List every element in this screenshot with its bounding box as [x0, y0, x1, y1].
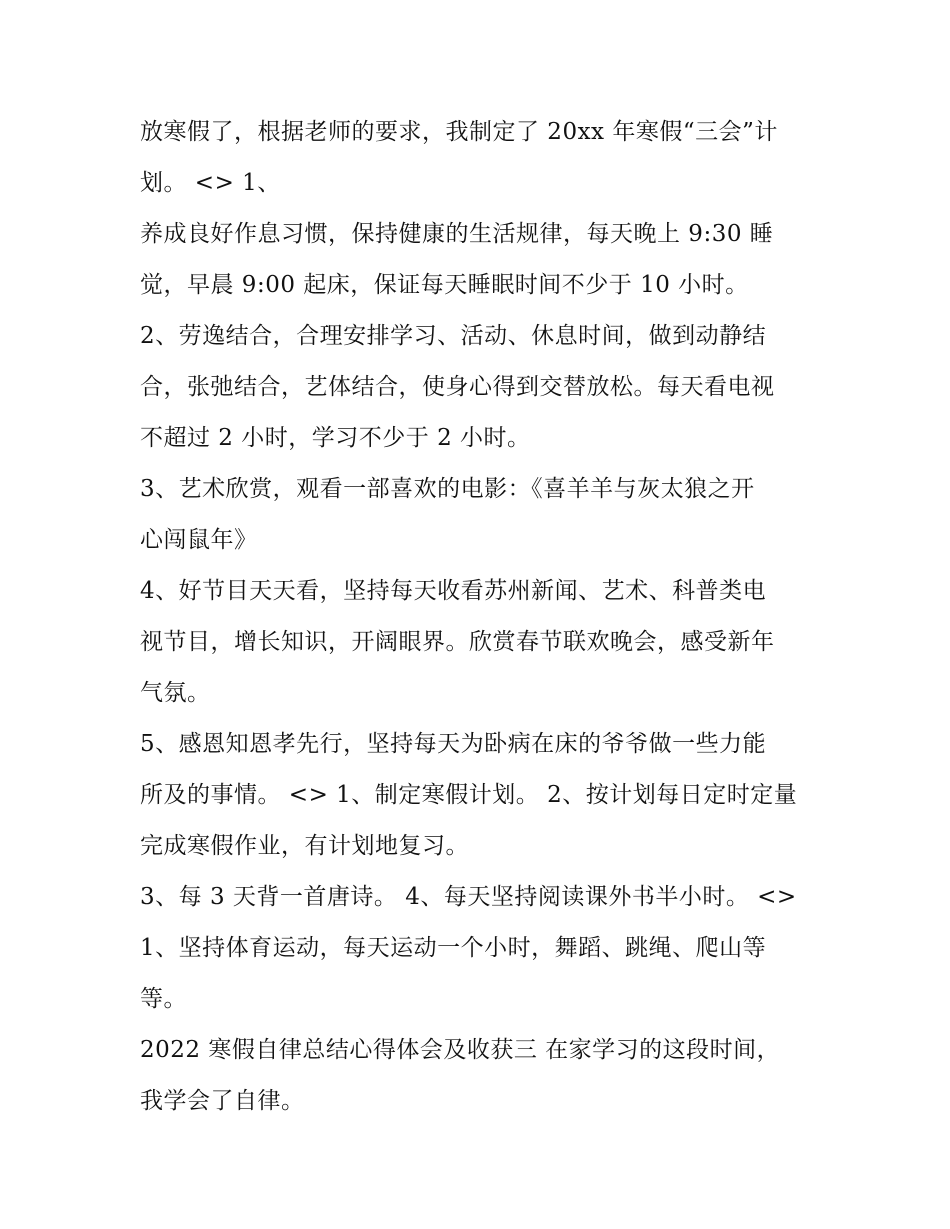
- text-line: 划。 <> 1、: [140, 170, 281, 196]
- text-line: 心闯鼠年》: [140, 527, 258, 553]
- text-line: 合，张弛结合，艺体结合，使身心得到交替放松。每天看电视: [140, 374, 775, 400]
- text-line: 2022 寒假自律总结心得体会及收获三 在家学习的这段时间，: [140, 1037, 781, 1063]
- text-line: 不超过 2 小时，学习不少于 2 小时。: [140, 425, 531, 451]
- text-line: 放寒假了，根据老师的要求，我制定了 20xx 年寒假“三会”计: [140, 119, 778, 145]
- text-line: 2、劳逸结合，合理安排学习、活动、休息时间，做到动静结: [140, 323, 767, 349]
- text-line: 1、坚持体育运动，每天运动一个小时，舞蹈、跳绳、爬山等: [140, 935, 767, 961]
- document-body: [140, 107, 820, 1127]
- text-line: 5、感恩知恩孝先行，坚持每天为卧病在床的爷爷做一些力能: [140, 731, 767, 757]
- text-line: 3、每 3 天背一首唐诗。 4、每天坚持阅读课外书半小时。 <>: [140, 884, 797, 910]
- text-line: 觉，早晨 9:00 起床，保证每天睡眠时间不少于 10 小时。: [140, 272, 749, 298]
- text-line: 所及的事情。 <> 1、制定寒假计划。 2、按计划每日定时定量: [140, 782, 798, 808]
- text-line: 4、好节目天天看，坚持每天收看苏州新闻、艺术、科普类电: [140, 578, 767, 604]
- text-line: 气氛。: [140, 680, 211, 706]
- text-line: 等。: [140, 986, 187, 1012]
- text-line: 我学会了自律。: [140, 1088, 305, 1114]
- text-line: 3、艺术欣赏，观看一部喜欢的电影：《喜羊羊与灰太狼之开: [140, 476, 755, 502]
- text-line: 养成良好作息习惯，保持健康的生活规律，每天晚上 9:30 睡: [140, 221, 774, 247]
- text-line: 视节目，增长知识，开阔眼界。欣赏春节联欢晚会，感受新年: [140, 629, 775, 655]
- text-line: 完成寒假作业，有计划地复习。: [140, 833, 469, 859]
